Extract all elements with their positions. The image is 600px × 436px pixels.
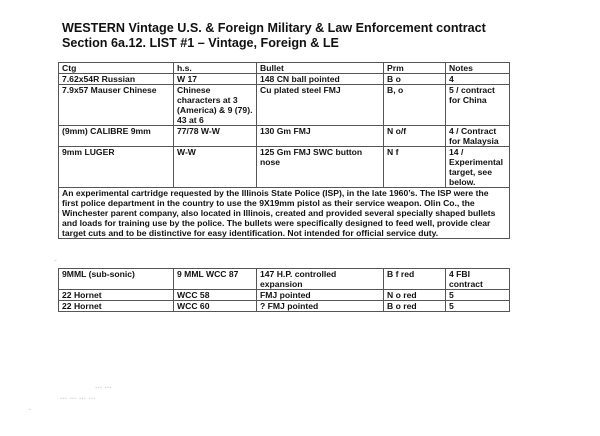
cell-prm: N f [384,147,446,188]
cell-ctg: 7.9x57 Mauser Chinese [59,85,174,126]
cell-hs: 9 MML WCC 87 [174,269,257,290]
cell-notes: 4 / Contract for Malaysia [446,126,510,147]
page-title [62,21,582,51]
cell-hs: WCC 58 [174,290,257,301]
cell-prm: N o red [384,290,446,301]
column-header: Bullet [257,63,384,74]
title-line-2: Section 6a.12. LIST #1 – Vintage, Foreign & LE [62,36,339,50]
cell-bullet: 148 CN ball pointed [257,74,384,85]
cell-notes: 14 / Experimental target, see below. [446,147,510,188]
column-header: Ctg [59,63,174,74]
table-header-row [59,63,510,74]
cell-bullet: 125 Gm FMJ SWC button nose [257,147,384,188]
cell-hs: WCC 60 [174,301,257,312]
cell-bullet: 130 Gm FMJ [257,126,384,147]
column-header: Prm [384,63,446,74]
cell-notes: 4 [446,74,510,85]
cell-ctg: 9mm LUGER [59,147,174,188]
cell-ctg: 9MML (sub-sonic) [59,269,174,290]
scan-mark: - [54,255,57,265]
cartridge-table-2 [58,268,510,312]
note-row [59,188,510,239]
experimental-note: An experimental cartridge requested by the Illinois State Police (ISP), in the late 1960’s. The ISP were the first police department in the country to use the 9X19mm pistol as their service weapon. Olin Co., the Winchester parent company, also located in Illinois, created and provided several specially shaped bullets and loads for training use by the police. The bullets were specifically designed to feed well, provide clear target cuts and to be distinctive for easy identification. Not intended for official service duty. [59,188,510,239]
cell-ctg: (9mm) CALIBRE 9mm [59,126,174,147]
cell-prm: B, o [384,85,446,126]
table-row [59,74,510,85]
table-row [59,269,510,290]
table-row [59,301,510,312]
table-row [59,147,510,188]
cell-bullet: Cu plated steel FMJ [257,85,384,126]
cell-prm: B f red [384,269,446,290]
scan-mark: - [28,404,31,414]
cell-ctg: 22 Hornet [59,290,174,301]
cell-bullet: FMJ pointed [257,290,384,301]
cell-prm: B o red [384,301,446,312]
table-row [59,85,510,126]
column-header: Notes [446,63,510,74]
cell-ctg: 22 Hornet [59,301,174,312]
cell-notes: 5 [446,301,510,312]
cell-notes: 4 FBI contract [446,269,510,290]
cartridge-table-1 [58,62,510,239]
cell-hs: 77/78 W-W [174,126,257,147]
cell-bullet: ? FMJ pointed [257,301,384,312]
cell-prm: B o [384,74,446,85]
cell-notes: 5 [446,290,510,301]
cell-hs: Chinese characters at 3 (America) & 9 (79). 43 at 6 [174,85,257,126]
cell-hs: W 17 [174,74,257,85]
cell-bullet: 147 H.P. controlled expansion [257,269,384,290]
cell-ctg: 7.62x54R Russian [59,74,174,85]
title-line-1: WESTERN Vintage U.S. & Foreign Military & Law Enforcement contract [62,21,486,35]
table-row [59,126,510,147]
cell-notes: 5 / contract for China [446,85,510,126]
bleed-through-text: ... ... [95,380,112,390]
cell-hs: W-W [174,147,257,188]
column-header: h.s. [174,63,257,74]
cell-prm: N o/f [384,126,446,147]
table-row [59,290,510,301]
bleed-through-text: ... ... ... ... [60,391,96,401]
